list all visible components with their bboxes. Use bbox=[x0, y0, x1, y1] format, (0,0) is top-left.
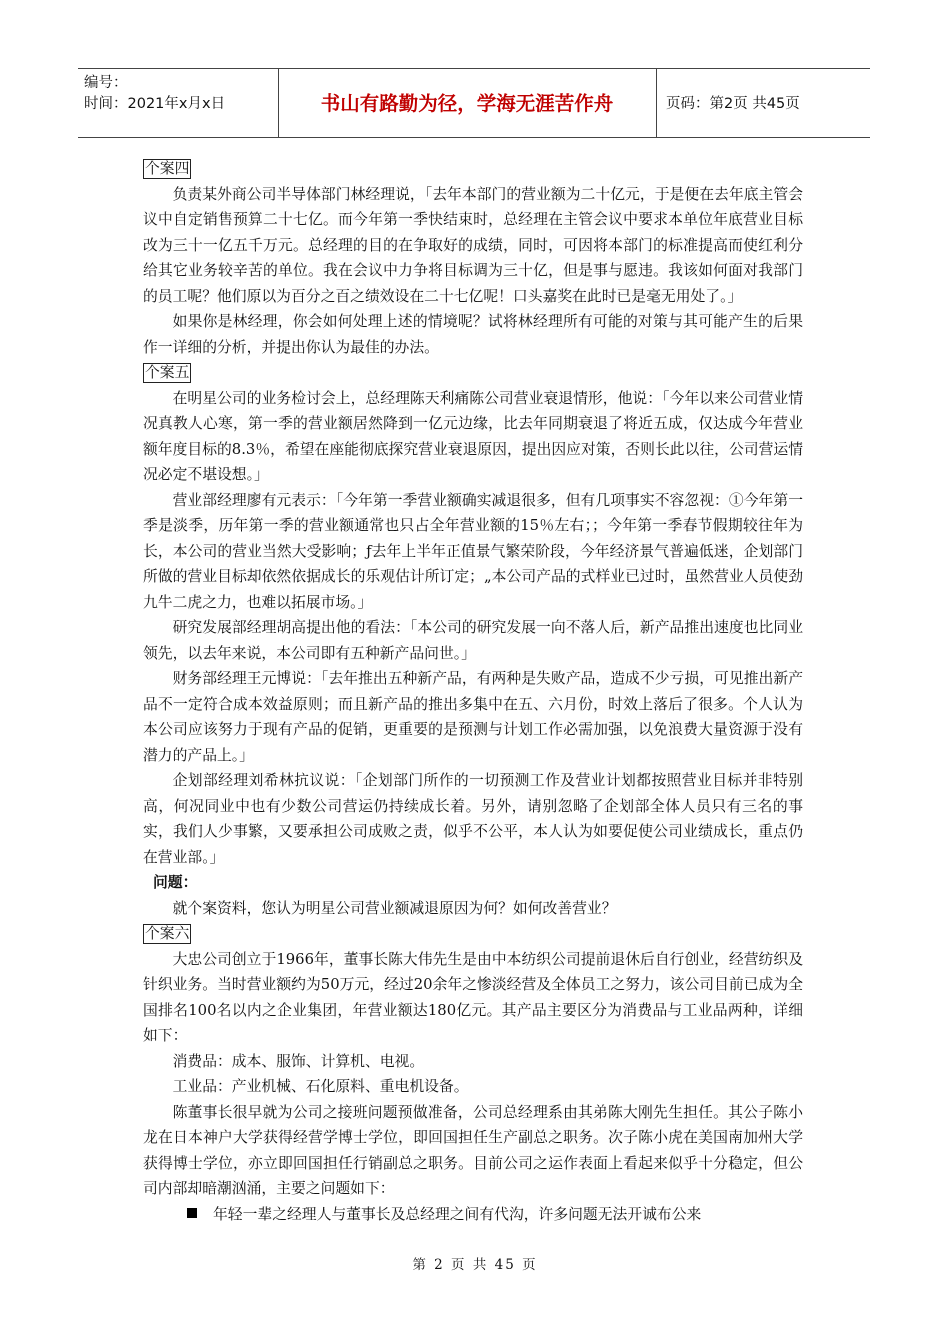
case5-paragraph-4: 财务部经理王元博说：「去年推出五种新产品，有两种是失败产品，造成不少亏损，可见推出新产品不一定符合成本效益原则；而且新产品的推出多集中在五、六月份，时效上落后了很多。个人认为本公司应该努力于现有产品的促销，更重要的是预测与计划工作必需加强，以免浪费大量资源于没有潜力的产品上。」 bbox=[143, 670, 803, 764]
document-body bbox=[143, 156, 803, 1227]
case5-paragraph-3: 研究发展部经理胡高提出他的看法：「本公司的研究发展一向不落人后，新产品推出速度也比同业领先，以去年来说，本公司即有五种新产品问世。」 bbox=[143, 619, 803, 662]
case4-paragraph-1: 负责某外商公司半导体部门林经理说，「去年本部门的营业额为二十亿元，于是便在去年底主管会议中自定销售预算二十七亿。而今年第一季快结束时，总经理在主管会议中要求本单位年底营业目标改为三十一亿五千万元。总经理的目的在争取好的成绩，同时，可因将本部门的标准提高而使红利分给其它业务较辛苦的单位。我在会议中力争将目标调为三十亿，但是事与愿违。我该如何面对我部门的员工呢？他们原以为百分之百之绩效设在二十七亿呢！口头嘉奖在此时已是毫无用处了。」 bbox=[143, 185, 803, 305]
page-header bbox=[78, 68, 870, 138]
case5-paragraph-1: 在明星公司的业务检讨会上，总经理陈天利痛陈公司营业衰退情形，他说：「今年以来公司营业情况真教人心寒，第一季的营业额居然降到一亿元边缘，比去年同期衰退了将近五成，仅达成今年营业额年度目标的8.3％，希望在座能彻底探究营业衰退原因，提出因应对策，否则长此以往，公司营运情况必定不堪设想。」 bbox=[143, 389, 803, 483]
case5-paragraph-5: 企划部经理刘希林抗议说：「企划部门所作的一切预测工作及营业计划都按照营业目标并非特别高，何况同业中也有少数公司营运仍持续成长着。另外，请别忽略了企划部全体人员只有三名的事实，我们人少事繁，又要承担公司成败之责，似乎不公平，本人认为如要促使公司业绩成长，重点仍在营业部。」 bbox=[143, 772, 803, 866]
header-left bbox=[84, 73, 225, 115]
case5-question-label: 问题： bbox=[153, 874, 198, 891]
number-label: 编号： bbox=[84, 75, 128, 91]
header-divider bbox=[656, 69, 657, 137]
case6-bullet-text: 年轻一辈之经理人与董事长及总经理之间有代沟，许多问题无法开诚布公来 bbox=[213, 1205, 702, 1223]
case6-paragraph-1: 大忠公司创立于1966年，董事长陈大伟先生是由中本纺织公司提前退休后自行创业，经营纺织及针织业务。当时营业额约为50万元，经过20余年之惨淡经营及全体员工之努力，该公司目前已成为全国排名100名以内之企业集团，年营业额达180亿元。其产品主要区分为消费品与工业品两种，详细如下： bbox=[143, 950, 803, 1044]
case5-title: 个案五 bbox=[145, 364, 190, 381]
square-bullet-icon bbox=[187, 1208, 197, 1218]
page-footer: 第 2 页 共 45 页 bbox=[412, 1257, 538, 1273]
case5-paragraph-2: 营业部经理廖有元表示：「今年第一季营业额确实减退很多，但有几项事实不容忽视：①今年第一季是淡季，历年第一季的营业额通常也只占全年营业额的15％左右；；今年第一季春节假期较往年为长，本公司的营业当然大受影响；ƒ去年上半年正值景气繁荣阶段，今年经济景气普遍低迷，企划部门所做的营业目标却依然依据成长的乐观估计所订定；„本公司产品的式样业已过时，虽然营业人员使劲九牛二虎之力，也难以拓展市场。」 bbox=[143, 491, 803, 611]
header-motto: 书山有路勤为径，学海无涯苦作舟 bbox=[320, 92, 614, 115]
header-page-info: 页码：第2页 共45页 bbox=[666, 96, 800, 112]
case6-bullet-item bbox=[143, 1202, 803, 1228]
case6-consumer-products: 消费品：成本、服饰、计算机、电视。 bbox=[172, 1052, 425, 1070]
case6-industrial-products: 工业品：产业机械、石化原料、重电机设备。 bbox=[172, 1078, 469, 1095]
case6-title: 个案六 bbox=[145, 925, 190, 942]
time-label: 时间：2021年x月x日 bbox=[84, 96, 226, 112]
case4-title: 个案四 bbox=[145, 160, 190, 177]
case6-paragraph-4: 陈董事长很早就为公司之接班问题预做准备，公司总经理系由其弟陈大刚先生担任。其公子陈小龙在日本神户大学获得经营学博士学位，即回国担任生产副总之职务。次子陈小虎在美国南加州大学获得博士学位，亦立即回国担任行销副总之职务。目前公司之运作表面上看起来似乎十分稳定，但公司内部却暗潮汹涌，主要之问题如下： bbox=[143, 1103, 803, 1197]
case4-paragraph-2: 如果你是林经理，你会如何处理上述的情境呢？试将林经理所有可能的对策与其可能产生的后果作一详细的分析，并提出你认为最佳的办法。 bbox=[143, 313, 803, 356]
case5-question: 就个案资料，您认为明星公司营业额减退原因为何？如何改善营业？ bbox=[172, 899, 617, 917]
